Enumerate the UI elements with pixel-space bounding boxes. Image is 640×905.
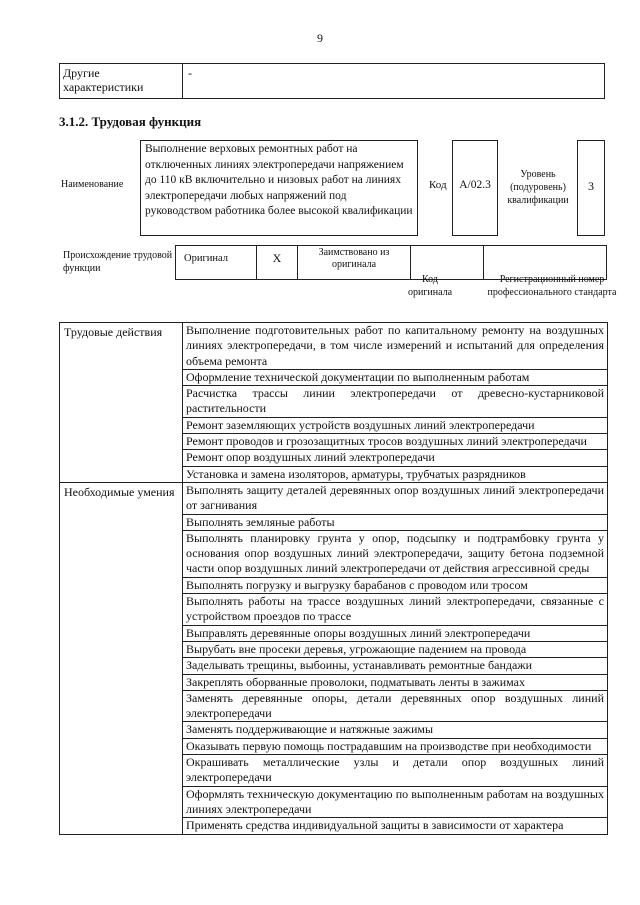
table-row: [60, 323, 608, 370]
list-item: Выправлять деревянные опоры воздушных линий электропередачи: [183, 625, 608, 641]
other-characteristics-label: Другие характеристики: [60, 64, 183, 99]
list-item: Установка и замена изоляторов, арматуры, трубчатых разрядников: [183, 466, 608, 482]
page-number: 9: [317, 31, 323, 45]
section-title: 3.1.2. Трудовая функция: [59, 114, 202, 129]
work-actions-label: Трудовые действия: [60, 323, 183, 483]
list-item: Оформлять техническую документацию по выполненным работам на воздушных линиях электропередачи: [183, 786, 608, 818]
skills-label: Необходимые умения: [60, 482, 183, 834]
name-label: Наименование: [61, 179, 124, 190]
list-item: Заменять поддерживающие и натяжные зажимы: [183, 722, 608, 738]
list-item: Применять средства индивидуальной защиты в зависимости от характера: [183, 818, 608, 834]
function-name-box: Выполнение верховых ремонтных работ на отключенных линиях электропередачи напряжением до 110 кВ включительно и низовых работ на линиях электропередачи любых напряжений под руководством работника более высокой квалификации: [140, 140, 418, 236]
level-value-box: 3: [577, 140, 605, 236]
list-item: Оформление технической документации по выполненным работам: [183, 369, 608, 385]
other-characteristics-value: -: [183, 64, 605, 99]
other-characteristics-table: [59, 63, 605, 99]
list-item: Окрашивать металлические узлы и детали опор воздушных линий электропередачи: [183, 755, 608, 787]
original-label: Оригинал: [176, 246, 257, 280]
borrowed-label: Заимствовано из оригинала: [298, 246, 411, 280]
list-item: Заменять деревянные опоры, детали деревянных опор воздушных линий электропередачи: [183, 690, 608, 722]
code-label: Код: [429, 179, 447, 191]
original-mark: X: [257, 246, 298, 280]
list-item: Вырубать вне просеки деревья, угрожающие падением на провода: [183, 641, 608, 657]
list-item: Выполнять планировку грунта у опор, подсыпку и подтрамбовку грунта у основания опор воздушных линий электропередачи, защиту бетона подземной части опор воздушных линий электропередачи от действия агрессивной среды: [183, 530, 608, 577]
list-item: Расчистка трассы линии электропередачи от древесно-кустарниковой растительности: [183, 386, 608, 418]
list-item: Выполнять земляные работы: [183, 514, 608, 530]
reg-number-caption: Регистрационный номер профессионального стандарта: [487, 274, 617, 298]
list-item: Ремонт опор воздушных линий электропередачи: [183, 450, 608, 466]
list-item: Заделывать трещины, выбоины, устанавливать ремонтные бандажи: [183, 658, 608, 674]
origin-label: Происхождение трудовой функции: [63, 250, 173, 274]
level-label: Уровень (подуровень) квалификации: [507, 169, 569, 206]
list-item: Закреплять оборванные проволоки, подматывать ленты в зажимах: [183, 674, 608, 690]
original-code-caption: Код оригинала: [407, 274, 453, 298]
function-code-box: A/02.3: [452, 140, 498, 236]
main-table: [59, 322, 608, 835]
list-item: Ремонт проводов и грозозащитных тросов воздушных линий электропередачи: [183, 434, 608, 450]
list-item: Ремонт заземляющих устройств воздушных линий электропередачи: [183, 417, 608, 433]
list-item: Оказывать первую помощь пострадавшим на производстве при необходимости: [183, 738, 608, 754]
list-item: Выполнять защиту деталей деревянных опор воздушных линий электропередачи от загнивания: [183, 482, 608, 514]
table-row: [60, 482, 608, 514]
list-item: Выполнять погрузку и выгрузку барабанов с проводом или тросом: [183, 577, 608, 593]
list-item: Выполнять работы на трассе воздушных линий электропередачи, связанные с устройством проездов по трассе: [183, 594, 608, 626]
list-item: Выполнение подготовительных работ по капитальному ремонту на воздушных линиях электропередачи, в том числе измерений и испытаний для определения объема ремонта: [183, 323, 608, 370]
